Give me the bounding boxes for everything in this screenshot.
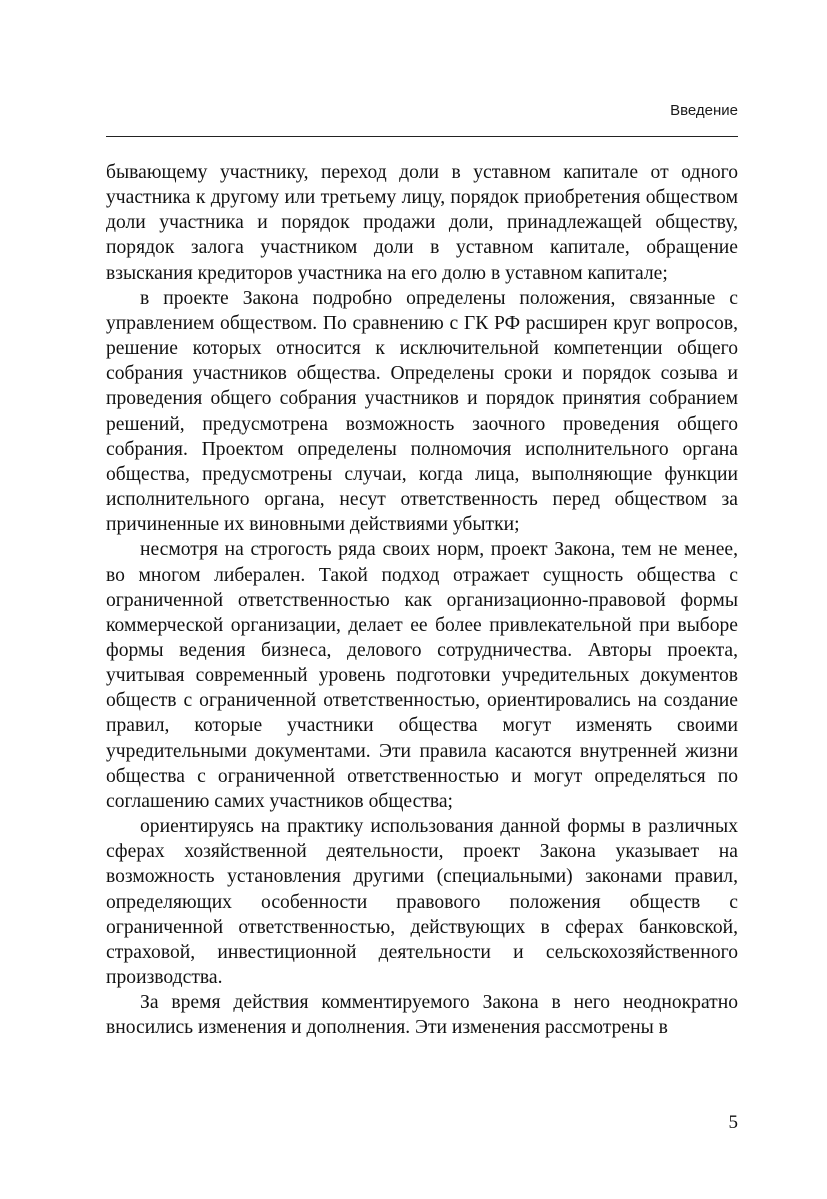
paragraph: За время действия комментируемого Закона в него неоднократно вносились изменения и дополнения. Эти изменения рассмотрены в [106, 992, 738, 1039]
paragraph: ориентируясь на практику использования данной формы в различных сферах хозяйственной деятельности, проект Закона указывает на возможность установления другими (специальными) законами правил, определяющих особенности правового положения обществ с ограниченной ответственностью, действующих в сферах банковской, страховой, инвестиционной деятельности и сельскохозяйственного производства. [106, 816, 738, 988]
paragraph: в проекте Закона подробно определены положения, связанные с управлением обществом. По сравнению с ГК РФ расширен круг вопросов, решение которых относится к исключительной компетенции общего собрания участников общества. Определены сроки и порядок созыва и проведения общего собрания участников и порядок принятия собранием решений, предусмотрена возможность заочного проведения общего собрания. Проектом определены полномочия исполнительного органа общества, предусмотрены случаи, когда лица, выполняющие функции исполнительного органа, несут ответственность перед обществом за причиненные их виновными действиями убытки; [106, 287, 738, 536]
body-text [106, 160, 738, 1040]
header-rule [106, 136, 738, 137]
paragraph: несмотря на строгость ряда своих норм, проект Закона, тем не менее, во многом либерален. Такой подход отражает сущность общества с ограниченной ответственностью как организационно-правовой формы коммерческой организации, делает ее более привлекательной при выборе формы ведения бизнеса, делового сотрудничества. Авторы проекта, учитывая современный уровень подготовки учредительных документов обществ с ограниченной ответственностью, ориентировались на создание правил, которые участники общества могут изменять своими учредительными документами. Эти правила касаются внутренней жизни общества с ограниченной ответственностью и могут определяться по соглашению самих участников общества; [106, 539, 738, 812]
paragraph: бывающему участнику, переход доли в уставном капитале от одного участника к другому или третьему лицу, порядок приобретения обществом доли участника и порядок продажи доли, принадлежащей обществу, порядок залога участником доли в уставном капитале, обращение взыскания кредиторов участника на его долю в уставном капитале; [106, 162, 738, 284]
running-head: Введение [670, 102, 738, 119]
page-number: 5 [728, 1112, 738, 1133]
